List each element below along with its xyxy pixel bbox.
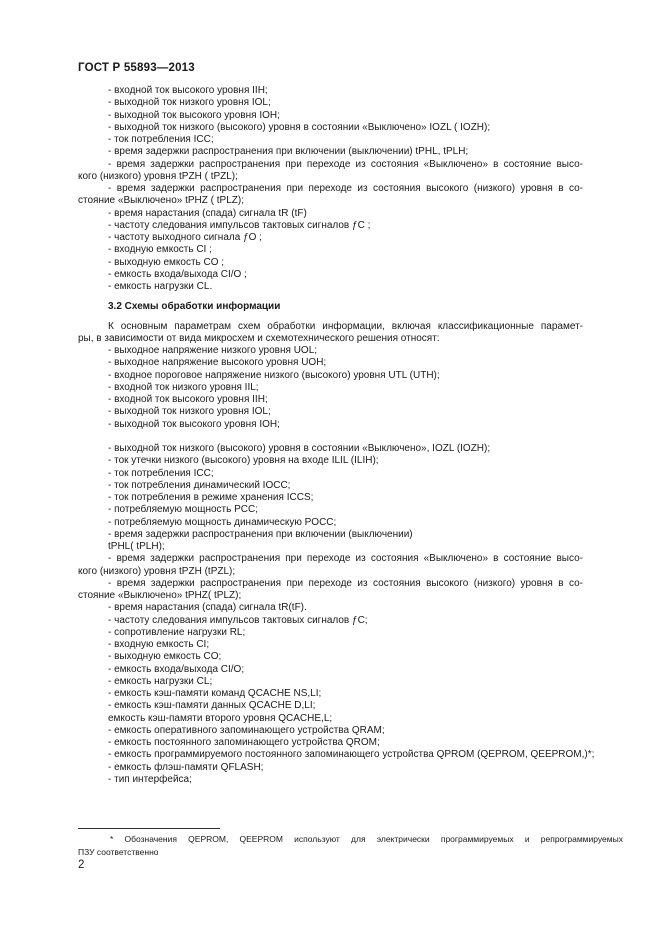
footnote-line: ПЗУ соответственно: [78, 847, 159, 857]
page-number: 2: [78, 859, 85, 871]
text-line: - тип интерфейса;: [108, 773, 192, 785]
text-line: - время задержки распространения при переходе из состояния «Выключено» в состояние высо-: [108, 158, 583, 170]
footnote-line: * Обозначения QEPROM, QEEPROM используют для электрически программируемых и репрограммируемых: [110, 834, 623, 844]
text-line: - ток потребления ICC;: [108, 134, 214, 145]
text-line: - входную емкость CI;: [108, 639, 210, 650]
text-line: - время задержки распространения при переходе из состояния «Выключено» в состояние высо-: [108, 553, 583, 565]
text-line: - сопротивление нагрузки RL;: [108, 626, 246, 638]
text-line: - потребляемую мощность PCC;: [108, 504, 259, 516]
text-line: - выходную емкость CO;: [108, 651, 222, 663]
text-line: - входной ток высокого уровня IIH;: [108, 85, 268, 96]
parameter-list-1: [78, 85, 583, 293]
document-body: [78, 85, 595, 786]
text-line: - выходной ток высокого уровня IOH;: [108, 109, 280, 121]
text-line: - выходное напряжение высокого уровня UOH;: [108, 357, 327, 369]
text-line: - выходную емкость CO ;: [108, 256, 225, 268]
text-line: - время задержки распространения при включении (выключении) tPHL, tPLH;: [108, 146, 469, 158]
text-line: - выходной ток низкого (высокого) уровня в состоянии «Выключено», IOZL (IOZH);: [108, 443, 491, 454]
text-line: - время задержки распространения при включении (выключении): [108, 528, 413, 540]
text-line: - емкость постоянного запоминающего устройства QROM;: [108, 737, 380, 748]
text-line: - выходной ток низкого уровня IOL;: [108, 97, 271, 109]
text-line: кого (низкого) уровня tPZH (tPZL);: [78, 565, 236, 577]
text-line: - емкость кэш-памяти данных QCACHE D,LI;: [108, 700, 316, 712]
text-line: стояние «Выключено» tPHZ ( tPLZ);: [78, 195, 245, 207]
text-line: - время нарастания (спада) сигнала tR (tF): [108, 207, 307, 219]
text-line: - частоту следования импульсов тактовых сигналов ƒC;: [108, 614, 368, 626]
text-line: - ток утечки низкого (высокого) уровня на входе ILIL (ILIH);: [108, 455, 379, 467]
text-line: - входную емкость CI ;: [108, 244, 212, 256]
text-line: - выходной ток высокого уровня IOH;: [108, 418, 280, 430]
text-line: tPHL( tPLH);: [108, 541, 165, 552]
text-line: - емкость нагрузки CL;: [108, 675, 213, 687]
text-line: - емкость нагрузки CL.: [108, 281, 213, 292]
text-line: - выходной ток низкого (высокого) уровня в состоянии «Выключено» IOZL ( IOZH);: [108, 121, 491, 133]
blank-line: [78, 431, 583, 443]
text-line: - емкость кэш-памяти команд QCACHE NS,LI;: [108, 688, 322, 699]
footnote-divider: [78, 828, 220, 829]
text-line: - потребляемую мощность динамическую POCC;: [108, 516, 337, 528]
text-line: - входной ток низкого уровня IIL;: [108, 381, 259, 393]
text-line: - емкость флэш-памяти QFLASH;: [108, 761, 264, 773]
text-line: - время задержки распространения при переходе из состояния высокого (низкого) уровня в со-: [108, 577, 583, 589]
text-line: - частоту выходного сигнала ƒO ;: [108, 232, 262, 243]
text-line: - входной ток высокого уровня IIH;: [108, 394, 268, 405]
parameter-list-2: [78, 320, 595, 787]
text-line: - ток потребления ICC;: [108, 467, 214, 479]
text-line: - емкость оперативного запоминающего устройства QRAM;: [108, 724, 385, 736]
text-line: - частоту следования импульсов тактовых сигналов ƒC ;: [108, 219, 371, 231]
footnote: [78, 833, 623, 859]
text-line: - время нарастания (спада) сигнала tR(tF).: [108, 602, 307, 614]
text-line: кого (низкого) уровня tPZH ( tPZL);: [78, 170, 238, 182]
text-line: - выходной ток низкого уровня IOL;: [108, 406, 271, 418]
text-line: ры, в зависимости от вида микросхем и схемотехнического решения относят:: [78, 332, 440, 344]
section-heading: 3.2 Схемы обработки информации: [108, 301, 281, 313]
document-header: ГОСТ Р 55893—2013: [78, 62, 195, 74]
text-line: - время задержки распространения при переходе из состояния высокого (низкого) уровня в со-: [108, 183, 583, 194]
text-line: - емкость входа/выхода CI/O ;: [108, 268, 247, 280]
text-line: - емкость программируемого постоянного запоминающего устройства QPROM (QEPROM, QEEPROM,)*;: [108, 749, 595, 761]
text-line: - выходное напряжение низкого уровня UOL;: [108, 345, 318, 356]
text-line: емкость кэш-памяти второго уровня QCACHE,L;: [108, 712, 333, 724]
text-line: стояние «Выключено» tPHZ( tPLZ);: [78, 590, 242, 601]
text-line: - ток потребления в режиме хранения ICCS;: [108, 492, 314, 503]
text-line: - ток потребления динамический IOCC;: [108, 479, 291, 491]
text-line: - входное пороговое напряжение низкого (высокого) уровня UTL (UTH);: [108, 369, 440, 381]
text-line: К основным параметрам схем обработки информации, включая классификационные парамет-: [108, 320, 583, 332]
text-line: - емкость входа/выхода CI/O;: [108, 663, 245, 675]
